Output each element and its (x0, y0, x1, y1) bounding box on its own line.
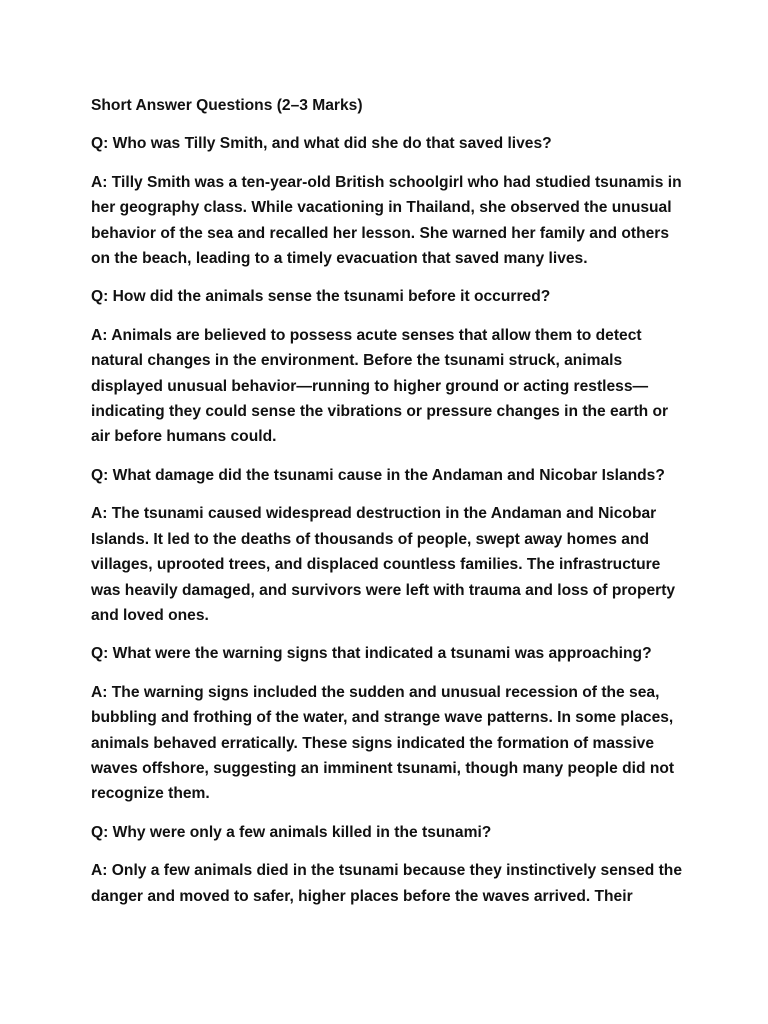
document-page (91, 93, 691, 922)
answer-1: A: Tilly Smith was a ten-year-old British schoolgirl who had studied tsunamis in her geography class. While vacationing in Thailand, she observed the unusual behavior of the sea and recalled her lesson. She warned her family and others on the beach, leading to a timely evacuation that saved many lives. (91, 173, 682, 268)
question-2: Q: How did the animals sense the tsunami before it occurred? (91, 288, 551, 306)
answer-2: A: Animals are believed to possess acute senses that allow them to detect natural changes in the environment. Before the tsunami struck, animals displayed unusual behavior—running to higher ground or acting restless—indicating they could sense the vibrations or pressure changes in the earth or air before humans could. (91, 326, 669, 446)
question-1: Q: Who was Tilly Smith, and what did she do that saved lives? (91, 135, 552, 153)
question-4: Q: What were the warning signs that indicated a tsunami was approaching? (91, 645, 652, 663)
question-3: Q: What damage did the tsunami cause in the Andaman and Nicobar Islands? (91, 466, 665, 484)
answer-5: A: Only a few animals died in the tsunami because they instinctively sensed the danger and moved to safer, higher places before the waves arrived. Their (91, 862, 683, 905)
answer-4: A: The warning signs included the sudden and unusual recession of the sea, bubbling and frothing of the water, and strange wave patterns. In some places, animals behaved erratically. These signs indicated the formation of massive waves offshore, suggesting an imminent tsunami, though many people did not recognize them. (91, 683, 675, 803)
answer-3: A: The tsunami caused widespread destruction in the Andaman and Nicobar Islands. It led to the deaths of thousands of people, swept away homes and villages, uprooted trees, and displaced countless families. The infrastructure was heavily damaged, and survivors were left with trauma and loss of property and loved ones. (91, 505, 676, 624)
section-heading: Short Answer Questions (2–3 Marks) (91, 97, 363, 114)
question-5: Q: Why were only a few animals killed in the tsunami? (91, 823, 492, 841)
